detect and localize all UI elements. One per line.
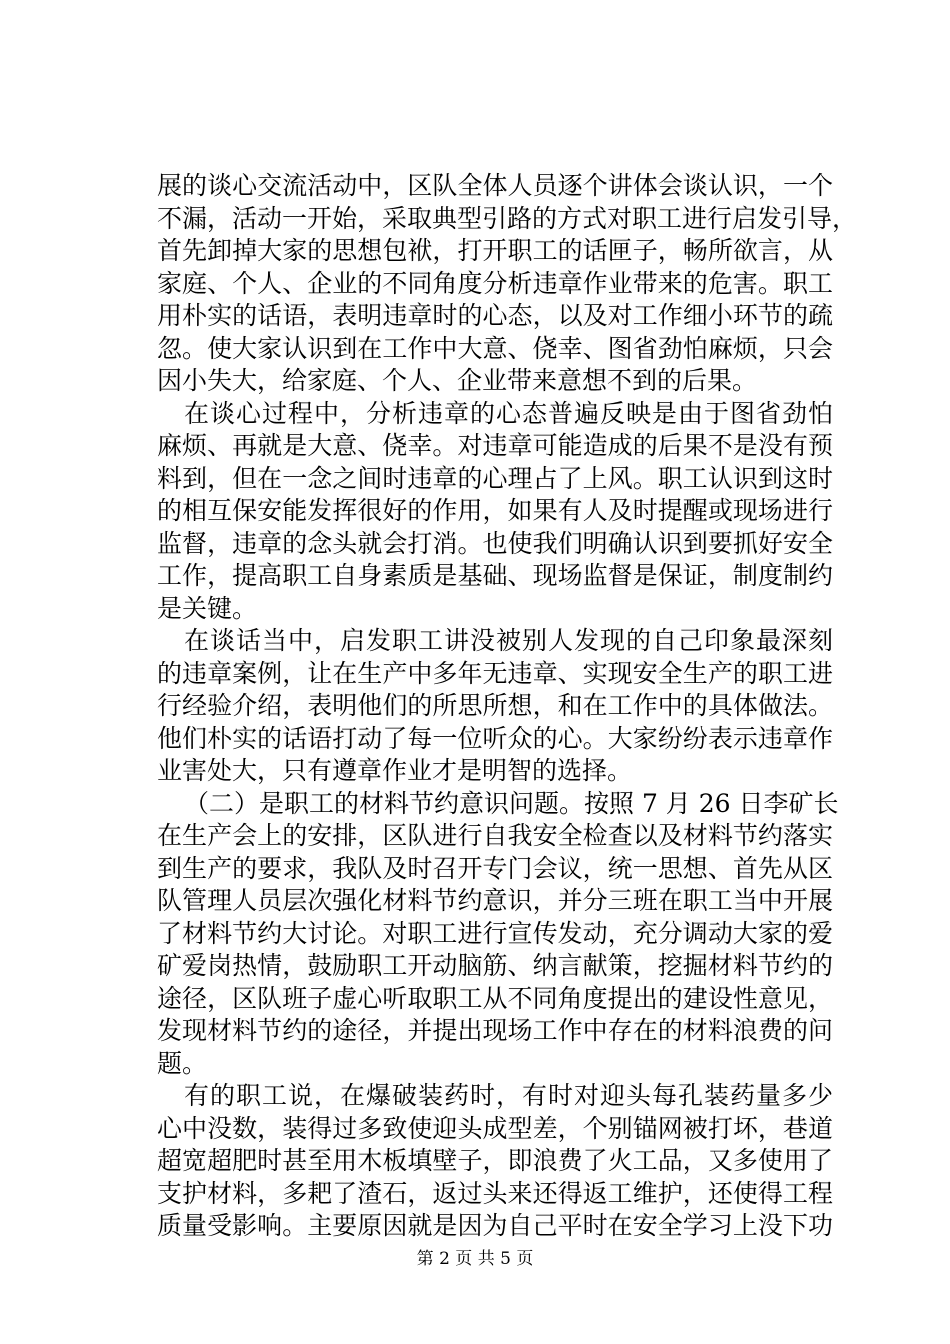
text-line: 支护材料，多耙了渣石，返过头来还得返工维护，还使得工程 <box>157 1178 833 1208</box>
text-line: 的违章案例，让在生产中多年无违章、实现安全生产的职工进 <box>157 658 833 688</box>
text-line: 超宽超肥时甚至用木板填壁子，即浪费了火工品，又多使用了 <box>157 1146 833 1175</box>
text-line: 他们朴实的话语打动了每一位听众的心。大家纷纷表示违章作 <box>157 723 833 753</box>
text-line: 工作，提高职工自身素质是基础、现场监督是保证，制度制约 <box>157 561 833 590</box>
text-line: 在生产会上的安排，区队进行自我安全检查以及材料节约落实 <box>157 821 833 850</box>
text-line: 用朴实的话语，表明违章时的心态，以及对工作细小环节的疏 <box>157 301 833 330</box>
text-line: 家庭、个人、企业的不同角度分析违章作业带来的危害。职工 <box>157 268 833 298</box>
page-footer: 第 2 页 共 5 页 <box>416 1249 534 1269</box>
text-line: 的相互保安能发挥很好的作用，如果有人及时提醒或现场进行 <box>157 496 833 525</box>
text-line: 因小失大，给家庭、个人、企业带来意想不到的后果。 <box>157 366 758 395</box>
text-line: 到生产的要求，我队及时召开专门会议，统一思想、首先从区 <box>157 853 833 883</box>
text-line: 途径，区队班子虚心听取职工从不同角度提出的建设性意见， <box>157 983 833 1013</box>
text-line: 在谈话当中，启发职工讲没被别人发现的自己印象最深刻 <box>184 626 833 655</box>
text-line: 有的职工说，在爆破装药时，有时对迎头每孔装药量多少 <box>184 1081 833 1110</box>
text-line: （二）是职工的材料节约意识问题。按照 7 月 26 日李矿长 <box>184 788 839 818</box>
text-line: 业害处大，只有遵章作业才是明智的选择。 <box>157 756 633 785</box>
text-line: 队管理人员层次强化材料节约意识，并分三班在职工当中开展 <box>157 886 833 915</box>
body-text <box>157 170 858 1243</box>
text-line: 心中没数，装得过多致使迎头成型差，个别锚网被打坏，巷道 <box>157 1113 833 1143</box>
text-line: 矿爱岗热情，鼓励职工开动脑筋、纳言献策，挖掘材料节约的 <box>157 951 833 980</box>
text-line: 监督，违章的念头就会打消。也使我们明确认识到要抓好安全 <box>157 528 833 558</box>
text-line: 忽。使大家认识到在工作中大意、侥幸、图省劲怕麻烦，只会 <box>157 333 833 363</box>
text-line: 了材料节约大讨论。对职工进行宣传发动，充分调动大家的爱 <box>157 918 833 948</box>
text-line: 行经验介绍，表明他们的所思所想，和在工作中的具体做法。 <box>157 691 833 720</box>
text-line: 展的谈心交流活动中，区队全体人员逐个讲体会谈认识，一个 <box>157 171 833 200</box>
text-line: 质量受影响。主要原因就是因为自己平时在安全学习上没下功 <box>157 1211 833 1240</box>
text-line: 发现材料节约的途径，并提出现场工作中存在的材料浪费的问 <box>157 1016 833 1045</box>
text-line: 是关键。 <box>157 593 258 623</box>
text-line: 首先卸掉大家的思想包袱，打开职工的话匣子，畅所欲言，从 <box>157 236 833 265</box>
text-line: 料到，但在一念之间时违章的心理占了上风。职工认识到这时 <box>157 463 833 493</box>
text-line: 不漏，活动一开始，采取典型引路的方式对职工进行启发引导， <box>157 203 858 233</box>
text-line: 题。 <box>157 1048 208 1078</box>
text-line: 麻烦、再就是大意、侥幸。对违章可能造成的后果不是没有预 <box>157 431 833 460</box>
text-line: 在谈心过程中，分析违章的心态普遍反映是由于图省劲怕 <box>184 398 833 428</box>
